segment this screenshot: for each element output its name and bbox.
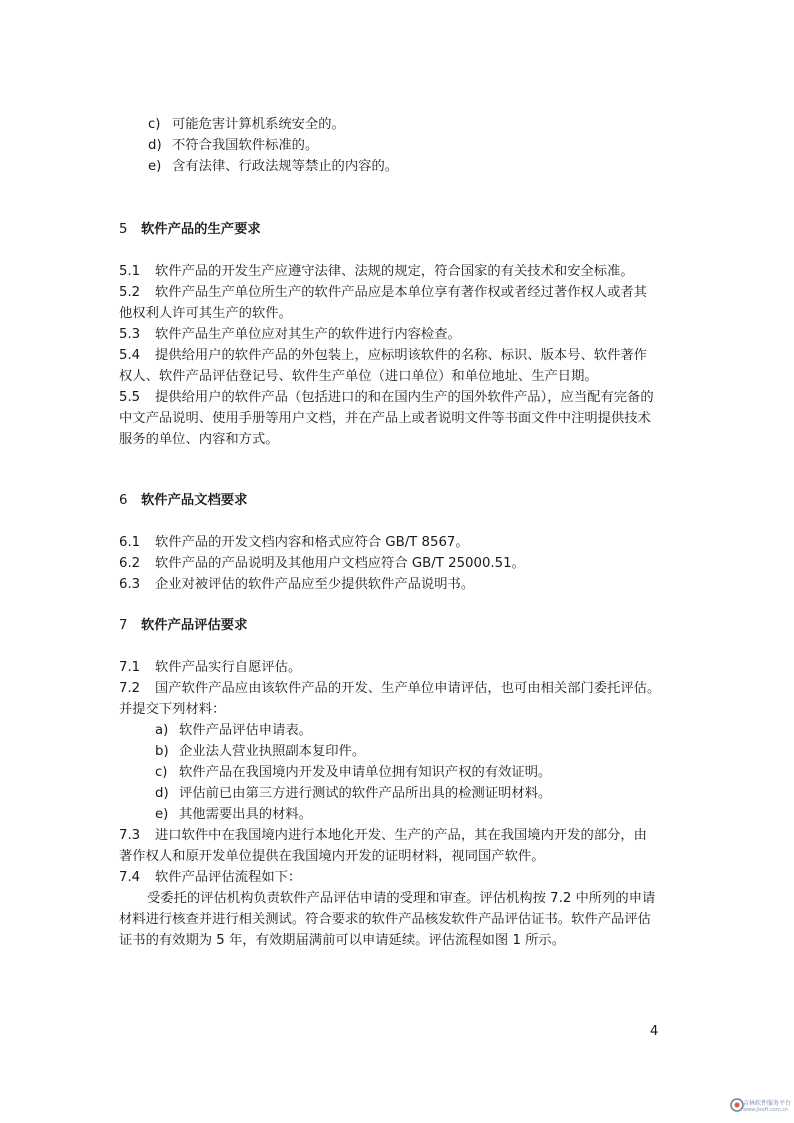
list-text: 评估前已由第三方进行测试的软件产品所出具的检测证明材料。 [179,786,552,801]
clause-text: 提供给用户的软件产品（包括进口的和在国内生产的国外软件产品），应当配有完备的 [155,390,654,405]
list-text: 含有法律、行政法规等禁止的内容的。 [172,159,399,174]
clause-text: 受委托的评估机构负责软件产品评估申请的受理和审查。评估机构按 7.2 中所列的申请 [147,891,656,906]
clause-text: 国产软件产品应由该软件产品的开发、生产单位申请评估，也可由相关部门委托评估。 [155,681,661,696]
watermark-url: www.jlsoft.com.cn [743,1107,789,1113]
clause-text: 服务的单位、内容和方式。 [119,432,279,447]
list-text: 软件产品评估申请表。 [179,723,312,738]
list-text: 可能危害计算机系统安全的。 [172,117,345,132]
clause-number: 7.3 [119,828,141,843]
clause-line [119,261,689,282]
list-label: e) [148,159,162,174]
section-title: 软件产品文档要求 [141,493,248,508]
clause-text: 证书的有效期为 5 年，有效期届满前可以申请延续。评估流程如图 1 所示。 [119,933,566,948]
clause-text: 软件产品评估流程如下： [155,870,302,885]
clause-line [119,387,689,408]
list-label: c) [148,117,161,132]
list-text: 其他需要出具的材料。 [179,807,312,822]
list-text: 软件产品在我国境内开发及申请单位拥有知识产权的有效证明。 [179,765,552,780]
list-text: 企业法人营业执照副本复印件。 [179,744,366,759]
clause-text: 软件产品生产单位所生产的软件产品应是本单位享有著作权或者经过著作权人或者其 [155,285,647,300]
clause-number: 6.1 [119,535,141,550]
clause-text: 进口软件中在我国境内进行本地化开发、生产的产品，其在我国境内开发的部分，由 [155,828,647,843]
list-label: d) [155,786,169,801]
list-item [155,783,725,804]
clause-line [119,930,689,951]
list-item [148,135,718,156]
clause-line [119,408,689,429]
list-item [155,804,725,825]
section-title: 软件产品评估要求 [141,618,248,633]
clause-line [147,888,717,909]
section-heading [119,615,689,636]
list-label: c) [155,765,168,780]
clause-text: 并提交下列材料： [119,702,226,717]
clause-line [119,429,689,450]
clause-line [119,324,689,345]
clause-text: 他权利人许可其生产的软件。 [119,306,292,321]
list-label: a) [155,723,169,738]
section-heading [119,490,689,511]
list-item [148,156,718,177]
clause-number: 5.2 [119,285,141,300]
page-number: 4 [650,1024,659,1039]
clause-number: 5.3 [119,327,141,342]
section-number: 6 [119,493,128,508]
clause-text: 权人、软件产品评估登记号、软件生产单位（进口单位）和单位地址、生产日期。 [119,369,598,384]
watermark-title: 吉林软件服务平台 [743,1100,792,1107]
list-item [148,114,718,135]
clause-line [119,366,689,387]
logo-icon [730,1097,744,1113]
clause-line [119,699,689,720]
clause-line [119,532,689,553]
clause-line [119,303,689,324]
clause-number: 7.4 [119,870,141,885]
clause-text: 软件产品实行自愿评估。 [155,660,302,675]
clause-line [119,867,689,888]
list-item [155,762,725,783]
clause-number: 7.2 [119,681,141,696]
section-heading [119,219,689,240]
clause-line [119,909,689,930]
clause-text: 软件产品的产品说明及其他用户文档应符合 GB/T 25000.51。 [155,556,525,571]
list-text: 不符合我国软件标准的。 [172,138,319,153]
section-title: 软件产品的生产要求 [141,222,261,237]
clause-number: 5.5 [119,390,141,405]
watermark-logo [730,1095,792,1121]
clause-text: 著作权人和原开发单位提供在我国境内开发的证明材料，视同国产软件。 [119,849,545,864]
clause-line [119,846,689,867]
clause-text: 软件产品生产单位应对其生产的软件进行内容检查。 [155,327,461,342]
clause-number: 5.1 [119,264,141,279]
list-label: e) [155,807,169,822]
clause-line [119,678,689,699]
clause-text: 中文产品说明、使用手册等用户文档，并在产品上或者说明文件等书面文件中注明提供技术 [119,411,651,426]
clause-line [119,282,689,303]
section-number: 7 [119,618,128,633]
clause-number: 5.4 [119,348,141,363]
clause-text: 材料进行核查并进行相关测试。符合要求的软件产品核发软件产品评估证书。软件产品评估 [119,912,651,927]
list-label: b) [155,744,169,759]
list-label: d) [148,138,162,153]
list-item [155,741,725,762]
clause-text: 软件产品的开发生产应遵守法律、法规的规定，符合国家的有关技术和安全标准。 [155,264,634,279]
clause-number: 7.1 [119,660,141,675]
clause-line [119,825,689,846]
clause-line [119,574,689,595]
clause-text: 软件产品的开发文档内容和格式应符合 GB/T 8567。 [155,535,469,550]
list-item [155,720,725,741]
clause-line [119,345,689,366]
clause-text: 企业对被评估的软件产品应至少提供软件产品说明书。 [155,577,475,592]
clause-number: 6.3 [119,577,141,592]
clause-number: 6.2 [119,556,141,571]
clause-text: 提供给用户的软件产品的外包装上，应标明该软件的名称、标识、版本号、软件著作 [155,348,647,363]
section-number: 5 [119,222,128,237]
clause-line [119,553,689,574]
clause-line [119,657,689,678]
